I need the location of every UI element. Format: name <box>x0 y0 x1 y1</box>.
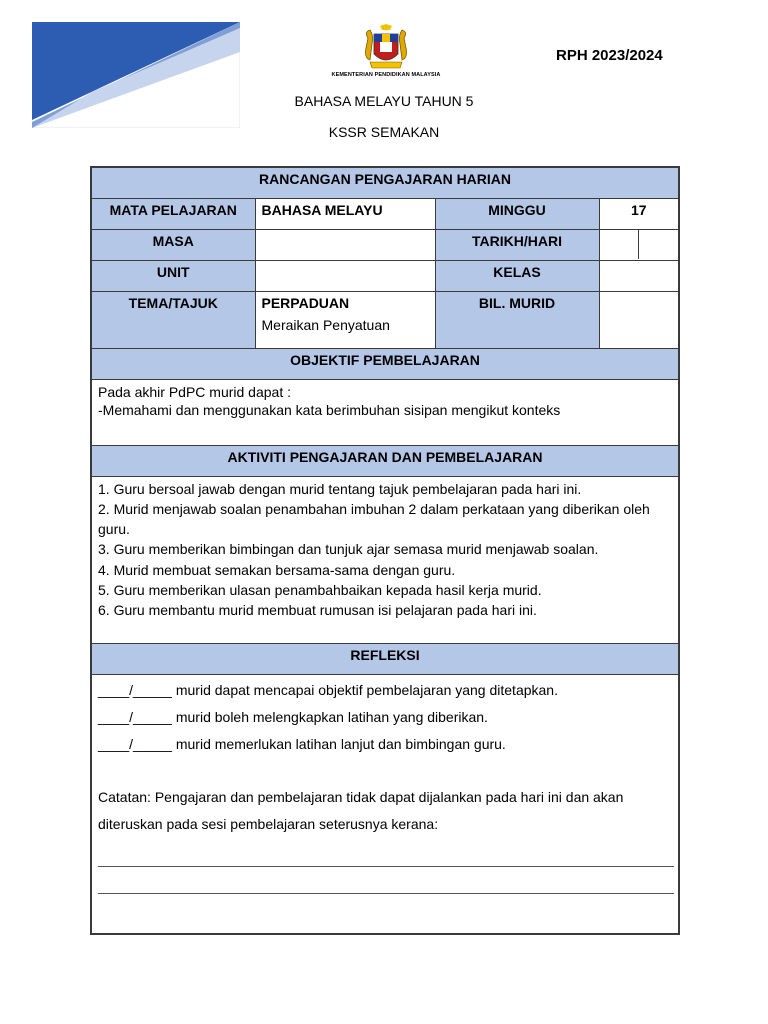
tema-tajuk-value <box>255 291 435 348</box>
activity-item: 1. Guru bersoal jawab dengan murid tentang tajuk pembelajaran pada hari ini. <box>98 480 582 497</box>
ministry-name: KEMENTERIAN PENDIDIKAN MALAYSIA <box>331 72 441 78</box>
minggu-label: MINGGU <box>435 198 599 229</box>
unit-value <box>255 260 435 291</box>
mata-pelajaran-value: BAHASA MELAYU <box>255 198 435 229</box>
bil-murid-label: BIL. MURID <box>435 291 599 348</box>
objektif-heading: OBJEKTIF PEMBELAJARAN <box>91 348 679 379</box>
tema-tajuk-label: TEMA/TAJUK <box>91 291 255 348</box>
unit-label: UNIT <box>91 260 255 291</box>
write-in-line <box>98 838 674 867</box>
table-title: RANCANGAN PENGAJARAN HARIAN <box>91 167 679 198</box>
refleksi-item: ____/_____ murid boleh melengkapkan latihan yang diberikan. <box>98 708 488 725</box>
refleksi-content <box>91 674 679 934</box>
masa-value <box>255 229 435 260</box>
activity-item: 3. Guru memberikan bimbingan dan tunjuk ajar semasa murid menjawab soalan. <box>98 541 599 558</box>
lesson-plan-table <box>90 166 680 935</box>
kelas-label: KELAS <box>435 260 599 291</box>
activity-item: 5. Guru memberikan ulasan penambahbaikan kepada hasil kerja murid. <box>98 581 542 598</box>
ministry-crest <box>330 24 442 82</box>
objektif-content <box>91 379 679 445</box>
bil-murid-value <box>599 291 679 348</box>
decorative-banner <box>32 22 240 128</box>
tema-value: PERPADUAN <box>261 294 350 311</box>
activity-item: 2. Murid menjawab soalan penambahan imbuhan 2 dalam perkataan yang diberikan oleh guru. <box>98 500 650 538</box>
tarikh-hari-value <box>599 229 679 260</box>
objektif-line: Pada akhir PdPC murid dapat : <box>98 383 291 400</box>
refleksi-item: ____/_____ murid dapat mencapai objektif pembelajaran yang ditetapkan. <box>98 681 558 698</box>
catatan-note: Catatan: Pengajaran dan pembelajaran tidak dapat dijalankan pada hari ini dan akan diteruskan pada sesi pembelajaran seterusnya kerana: <box>98 788 624 832</box>
tarikh-hari-label: TARIKH/HARI <box>435 229 599 260</box>
refleksi-item: ____/_____ murid memerlukan latihan lanjut dan bimbingan guru. <box>98 735 506 752</box>
objektif-line: -Memahami dan menggunakan kata berimbuhan sisipan mengikut konteks <box>98 401 561 418</box>
rph-year-label: RPH 2023/2024 <box>556 47 663 64</box>
mata-pelajaran-label: MATA PELAJARAN <box>91 198 255 229</box>
masa-label: MASA <box>91 229 255 260</box>
write-in-line <box>98 867 674 894</box>
subject-title: BAHASA MELAYU TAHUN 5 <box>294 93 474 109</box>
activity-item: 6. Guru membantu murid membuat rumusan isi pelajaran pada hari ini. <box>98 602 537 619</box>
minggu-value: 17 <box>599 198 679 229</box>
activity-item: 4. Murid membuat semakan bersama-sama dengan guru. <box>98 561 456 578</box>
aktiviti-content <box>91 476 679 643</box>
aktiviti-heading: AKTIVITI PENGAJARAN DAN PEMBELAJARAN <box>91 445 679 476</box>
curriculum-label: KSSR SEMAKAN <box>328 124 440 140</box>
kelas-value <box>599 260 679 291</box>
tajuk-value: Meraikan Penyatuan <box>261 316 390 333</box>
refleksi-heading: REFLEKSI <box>91 643 679 674</box>
coat-of-arms-icon <box>358 24 414 70</box>
